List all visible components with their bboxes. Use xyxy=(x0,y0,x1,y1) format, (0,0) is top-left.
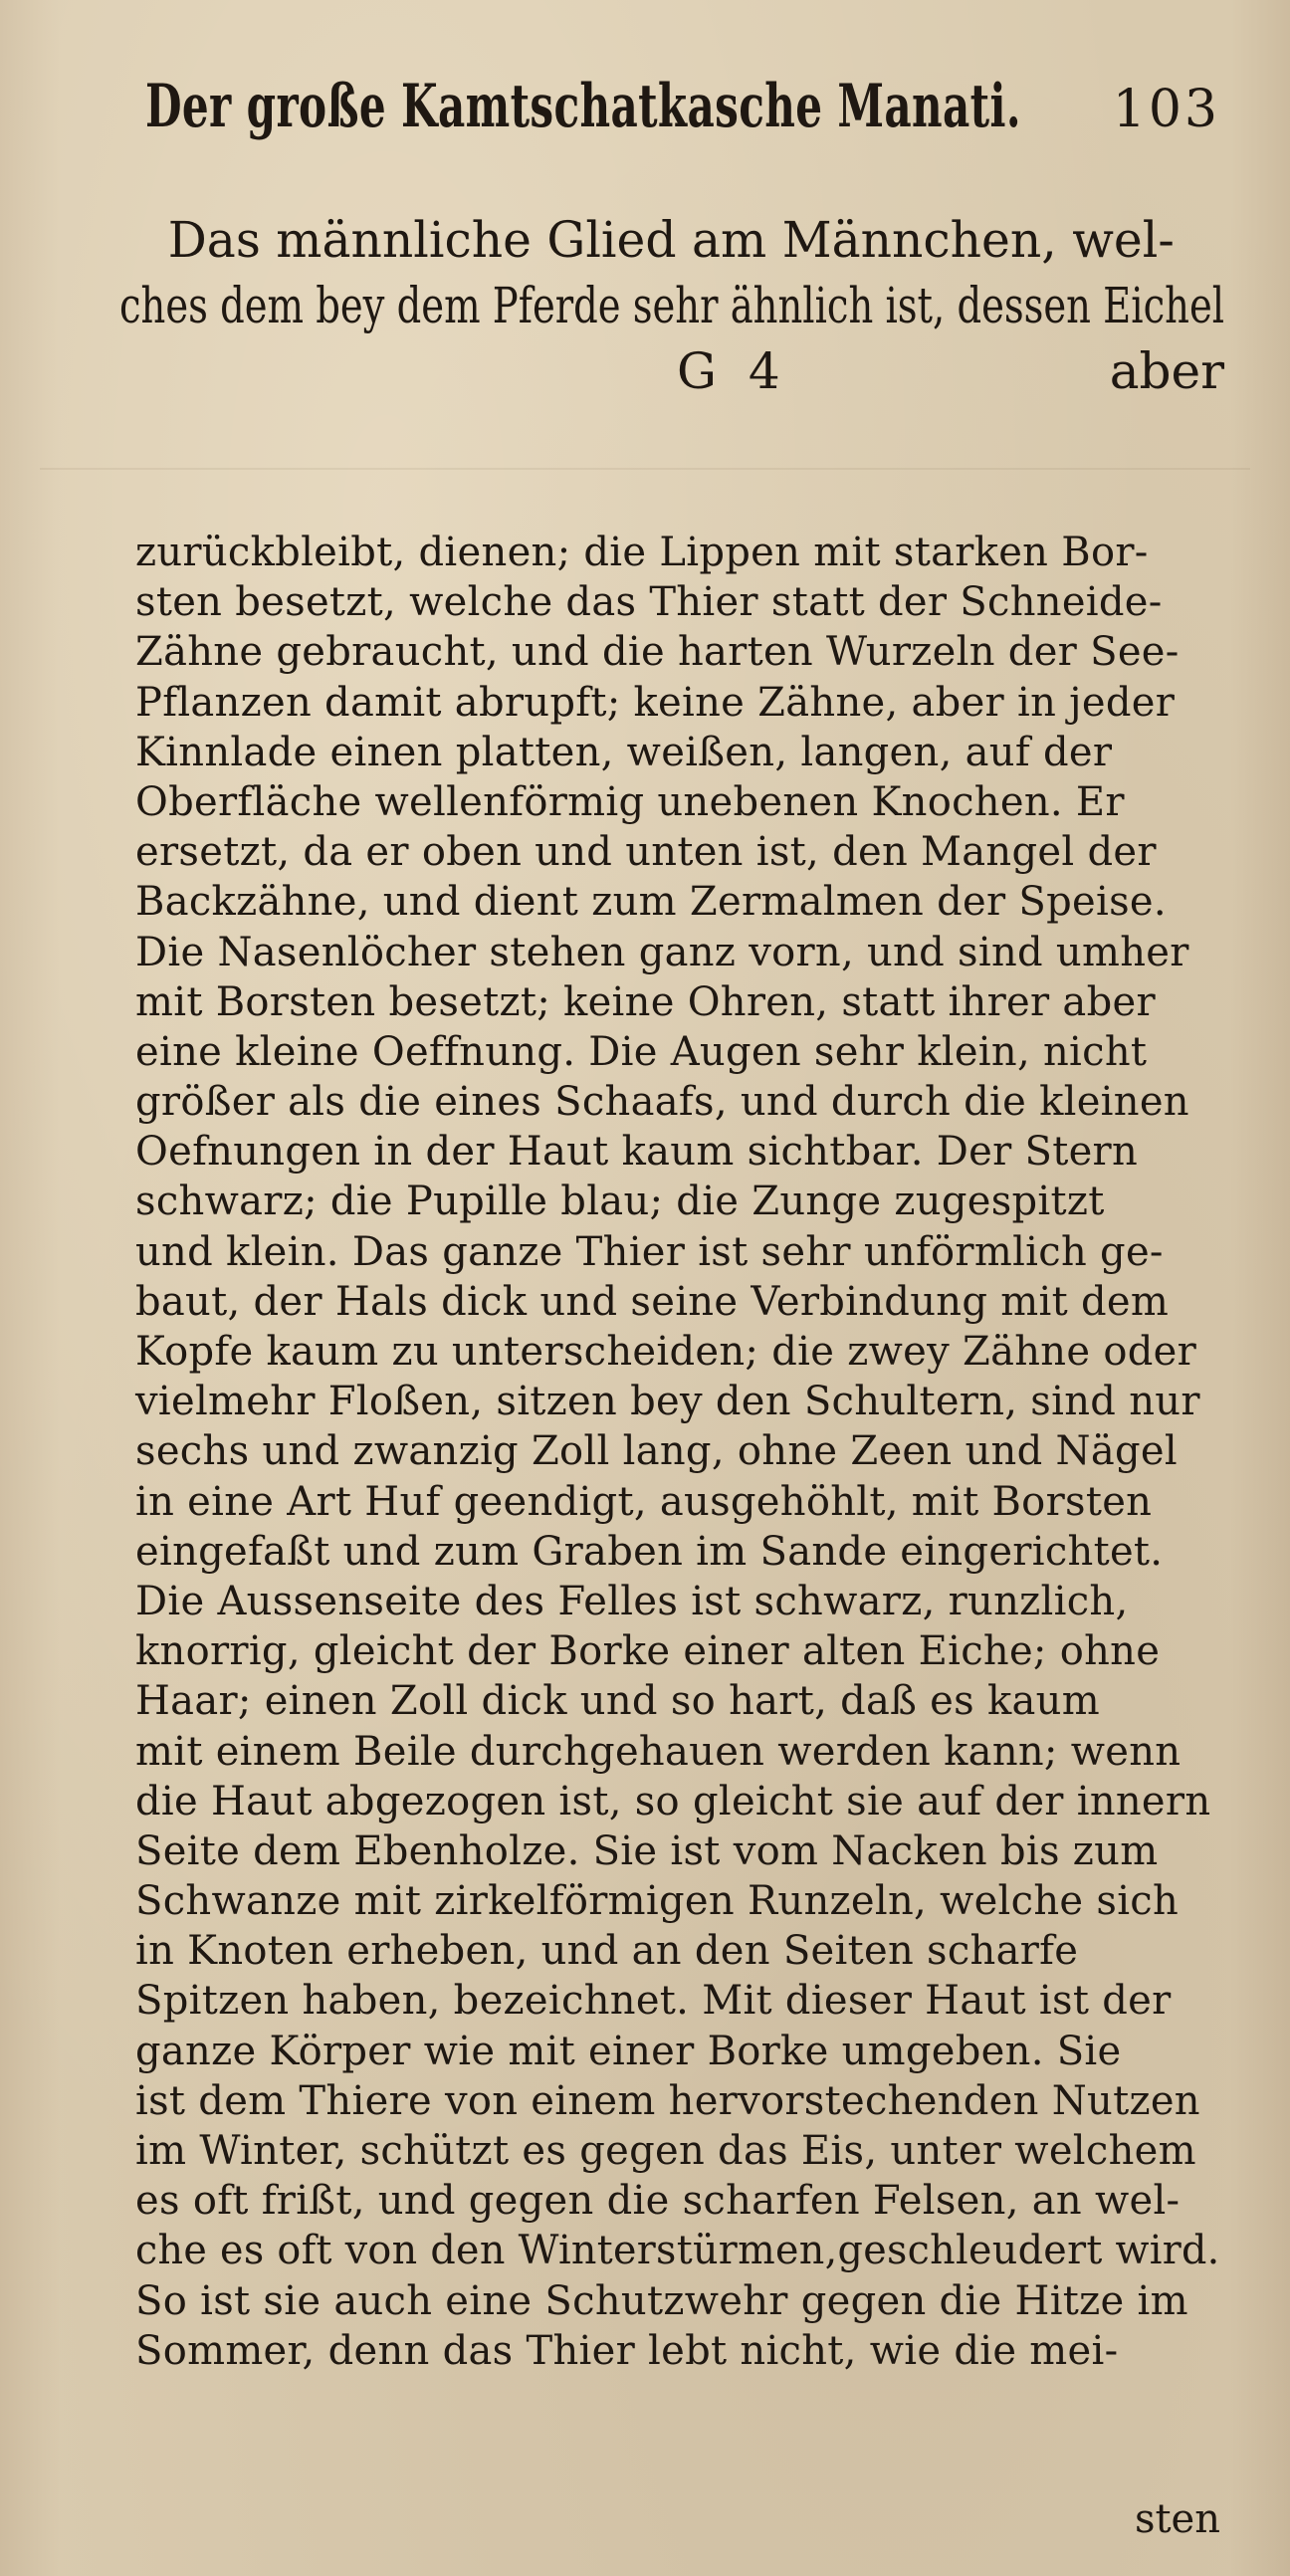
text-line: Das männliche Glied am Männchen, wel- xyxy=(167,211,1175,269)
bottom-catchword: sten xyxy=(1134,2496,1220,2542)
body-line: im Winter, schützt es gegen das Eis, unter welchem xyxy=(135,2128,1196,2174)
body-line: sten besetzt, welche das Thier statt der Schneide- xyxy=(135,579,1163,626)
body-line: Zähne gebraucht, und die harten Wurzeln der See- xyxy=(135,629,1180,676)
body-line: Backzähne, und dient zum Zermalmen der Speise. xyxy=(135,879,1167,926)
body-line: So ist sie auch eine Schutzwehr gegen die Hitze im xyxy=(135,2277,1188,2324)
body-line: Schwanze mit zirkelförmigen Runzeln, welche sich xyxy=(135,1878,1180,1925)
body-line: Die Nasenlöcher stehen ganz vorn, und sind umher xyxy=(135,929,1189,975)
body-line: ganze Körper wie mit einer Borke umgeben. Sie xyxy=(135,2028,1122,2074)
page-number: 103 xyxy=(1112,80,1220,139)
page-crease xyxy=(40,468,1250,470)
body-line: ersetzt, da er oben und unten ist, den Mangel der xyxy=(135,829,1157,876)
body-line: zurückbleibt, dienen; die Lippen mit starken Bor- xyxy=(135,530,1149,575)
body-line: größer als die eines Schaafs, und durch die kleinen xyxy=(135,1079,1189,1126)
body-line: in Knoten erheben, und an den Seiten scharfe xyxy=(135,1928,1079,1975)
body-line: Die Aussenseite des Felles ist schwarz, runzlich, xyxy=(135,1578,1129,1624)
body-line: ist dem Thiere von einem hervorstechenden Nutzen xyxy=(135,2077,1200,2124)
body-line: eingefaßt und zum Graben im Sande eingerichtet. xyxy=(135,1528,1164,1575)
body-line: Spitzen haben, bezeichnet. Mit dieser Haut ist der xyxy=(135,1978,1172,2025)
body-line: in eine Art Huf geendigt, ausgehöhlt, mit Borsten xyxy=(135,1478,1153,1525)
body-line: Pflanzen damit abrupft; keine Zähne, aber in jeder xyxy=(135,679,1176,726)
body-line: Sommer, denn das Thier lebt nicht, wie die mei- xyxy=(135,2327,1119,2374)
body-line: sechs und zwanzig Zoll lang, ohne Zeen und Nägel xyxy=(135,1428,1178,1475)
signature-mark: G 4 xyxy=(677,342,788,400)
body-line: che es oft von den Winterstürmen,geschleudert wird. xyxy=(135,2228,1220,2274)
body-line: vielmehr Floßen, sitzen bey den Schultern, sind nur xyxy=(135,1379,1200,1425)
text-line: ches dem bey dem Pferde sehr ähnlich ist, dessen Eichel xyxy=(119,277,1225,334)
page-header xyxy=(145,72,1220,151)
body-line: die Haut abgezogen ist, so gleicht sie auf der innern xyxy=(135,1778,1211,1825)
catchword: aber xyxy=(1109,342,1224,400)
body-line: Seite dem Ebenholze. Sie ist vom Nacken bis zum xyxy=(135,1827,1159,1874)
body-line: Oberfläche wellenförmig unebenen Knochen. Er xyxy=(135,778,1125,825)
body-line: und klein. Das ganze Thier ist sehr unförmlich ge- xyxy=(135,1228,1164,1275)
top-fragment xyxy=(119,207,1224,404)
signature-line xyxy=(119,338,1224,404)
body-line: knorrig, gleicht der Borke einer alten Eiche; ohne xyxy=(135,1628,1161,1675)
body-line: Kopfe kaum zu unterscheiden; die zwey Zähne oder xyxy=(135,1329,1197,1375)
body-line: schwarz; die Pupille blau; die Zunge zugespitzt xyxy=(135,1179,1105,1225)
body-line: mit Borsten besetzt; keine Ohren, statt ihrer aber xyxy=(135,978,1156,1025)
body-line: es oft frißt, und gegen die scharfen Felsen, an wel- xyxy=(135,2178,1181,2225)
body-line: eine kleine Oeffnung. Die Augen sehr klein, nicht xyxy=(135,1028,1148,1075)
body-line: Kinnlade einen platten, weißen, langen, auf der xyxy=(135,729,1113,775)
body-line: Haar; einen Zoll dick und so hart, daß es kaum xyxy=(135,1678,1100,1725)
body-line: Oefnungen in der Haut kaum sichtbar. Der Stern xyxy=(135,1129,1139,1176)
body-line: mit einem Beile durchgehauen werden kann; wenn xyxy=(135,1728,1182,1775)
body-line: baut, der Hals dick und seine Verbindung mit dem xyxy=(135,1278,1170,1325)
running-head: Der große Kamtschatkasche Manati. xyxy=(145,72,1021,141)
body-text xyxy=(135,528,1220,2376)
page-gutter xyxy=(0,438,1290,498)
